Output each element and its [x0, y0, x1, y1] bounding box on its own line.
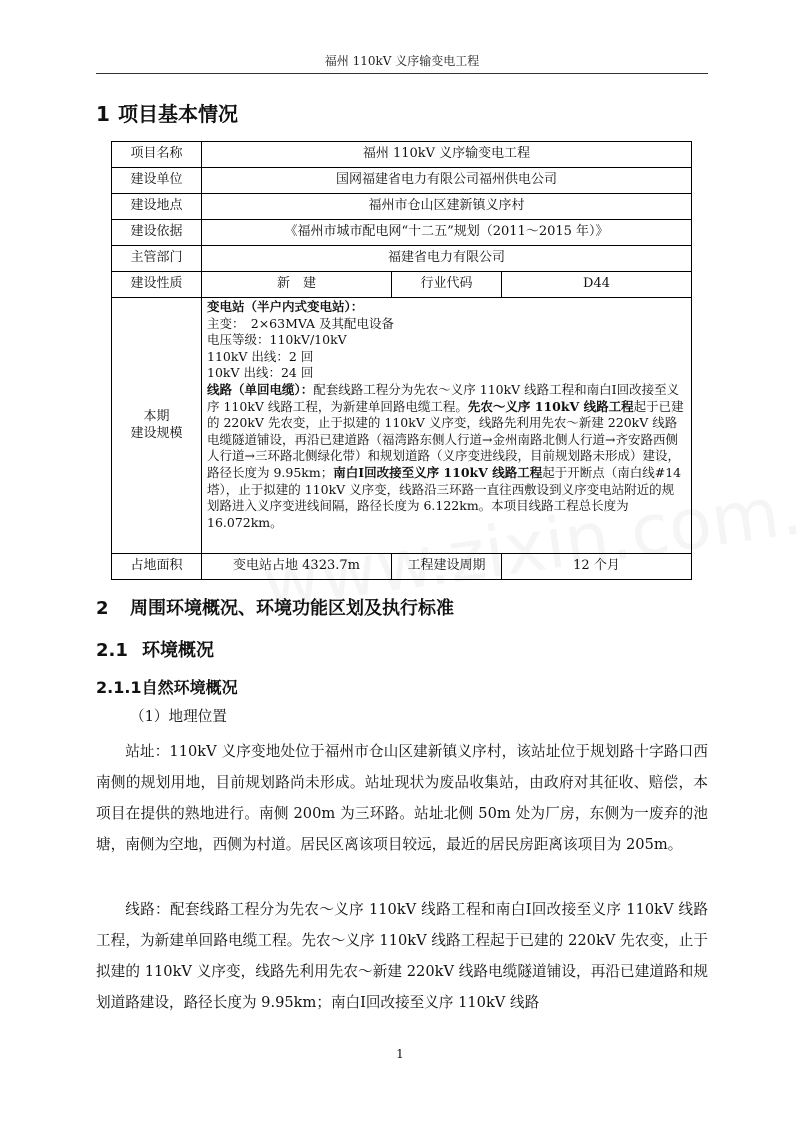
subsection-geo-location: （1）地理位置 [130, 708, 227, 725]
section-1-heading [96, 98, 238, 127]
table-row [112, 142, 692, 168]
row-value: 《福州市城市配电网“十二五”规划（2011～2015 年）》 [202, 220, 692, 246]
section-number: 2.1 [96, 640, 128, 661]
row-label: 建设单位 [112, 168, 202, 194]
table-row [112, 272, 692, 298]
line-heading: 线路（单回电缆）： [207, 381, 314, 397]
section-title: 周围环境概况、环境功能区划及执行标准 [130, 598, 454, 619]
row-label [112, 298, 202, 554]
page-number: 1 [396, 1047, 404, 1061]
line-text: 起于开断点（南白线#14 塔），止于拟建的 110kV 义序变，线路沿三环路一直往西敷设到义序变电站附近的规划路进入义序变进线间隔，路径长度为 6.122km。本项目线路工程总长度为 16.072km。 [207, 464, 682, 530]
row-value: 新 建 [202, 272, 392, 298]
row-value: D44 [502, 272, 692, 298]
main-transformer: 主变： 2×63MVA 及其配电设备 [207, 315, 395, 331]
row-label: 行业代码 [392, 272, 502, 298]
row-label: 主管部门 [112, 246, 202, 272]
paragraph-line: 线路：配套线路工程分为先农～义序 110kV 线路工程和南白Ⅰ回改接至义序 110kV 线路工程，为新建单回路电缆工程。先农～义序 110kV 线路工程起于已建的 220kV 先农变，止于拟建的 110kV 义序变，线路先利用先农～新建 220kV 线路电缆隧道铺设，再沿已建道路和规划道路建设，路径长度为 9.95km；南白Ⅰ回改接至义序 110kV 线路 [96, 901, 708, 1011]
voltage-level: 电压等级：110kV/10kV [207, 332, 347, 348]
row-label: 建设性质 [112, 272, 202, 298]
section-2-heading [96, 594, 454, 620]
line-bold: 南白Ⅰ回改接至义序 110kV 线路工程 [333, 464, 543, 480]
label-line: 本期 [143, 409, 170, 425]
running-header: 福州 110kV 义序输变电工程 [96, 52, 708, 74]
row-label: 工程建设周期 [392, 554, 502, 580]
table-row [112, 168, 692, 194]
line-text: 配套线路工程分为先农～义序 110kV 线路工程和南白Ⅰ回改接至义序 110kV 线路工程，为新建单回路电缆工程。 [207, 381, 680, 414]
row-value: 福州市仓山区建新镇义序村 [202, 194, 692, 220]
section-number: 2.1.1 [96, 678, 142, 697]
row-value: 国网福建省电力有限公司福州供电公司 [202, 168, 692, 194]
row-value: 变电站占地 4323.7m [202, 554, 392, 580]
row-label: 建设地点 [112, 194, 202, 220]
label-line: 建设规模 [130, 425, 183, 441]
row-label: 建设依据 [112, 220, 202, 246]
section-title: 自然环境概况 [141, 678, 238, 697]
table-row [112, 298, 692, 554]
row-label: 项目名称 [112, 142, 202, 168]
table-row [112, 194, 692, 220]
section-2-1-heading [96, 636, 214, 662]
line-bold: 先农～义序 110kV 线路工程 [467, 398, 634, 414]
outlet-110kv: 110kV 出线：2 回 [207, 348, 314, 364]
row-label: 占地面积 [112, 554, 202, 580]
construction-scale-cell [202, 298, 692, 554]
row-value: 12 个月 [502, 554, 692, 580]
table-row [112, 554, 692, 580]
section-title: 环境概况 [142, 640, 214, 661]
line-description [207, 382, 686, 531]
project-info-table [111, 141, 692, 580]
section-number: 2 [96, 598, 109, 619]
table-row [112, 220, 692, 246]
section-title: 项目基本情况 [118, 102, 238, 126]
row-value: 福建省电力有限公司 [202, 246, 692, 272]
substation-heading: 变电站（半户内式变电站）： [207, 299, 364, 314]
outlet-10kv: 10kV 出线：24 回 [207, 365, 314, 381]
section-2-1-1-heading [96, 675, 238, 698]
paragraph-site: 站址：110kV 义序变地处位于福州市仓山区建新镇义序村，该站址位于规划路十字路口西南侧的规划用地，目前规划路尚未形成。站址现状为废品收集站，由政府对其征收、赔偿，本项目在提供的熟地进行。南侧 200m 为三环路。站址北侧 50m 处为厂房，东侧为一废弃的池塘，南侧为空地，西侧为村道。居民区离该项目较远，最近的居民房距离该项目为 205m。 [96, 743, 708, 853]
row-value: 福州 110kV 义序输变电工程 [202, 142, 692, 168]
section-number: 1 [96, 102, 110, 126]
table-row [112, 246, 692, 272]
line-text: 起于已建的 220kV 先农变，止于拟建的 110kV 义序变，线路先利用先农～新建 220kV 线路电缆隧道铺设，再沿已建道路（福湾路东侧人行道→金州南路北侧人行道→齐安路西侧人行道→三环路北侧绿化带）和规划道路（义序变进线段，目前规划路未形成）建设，路径长度为 9.95km； [207, 398, 684, 480]
